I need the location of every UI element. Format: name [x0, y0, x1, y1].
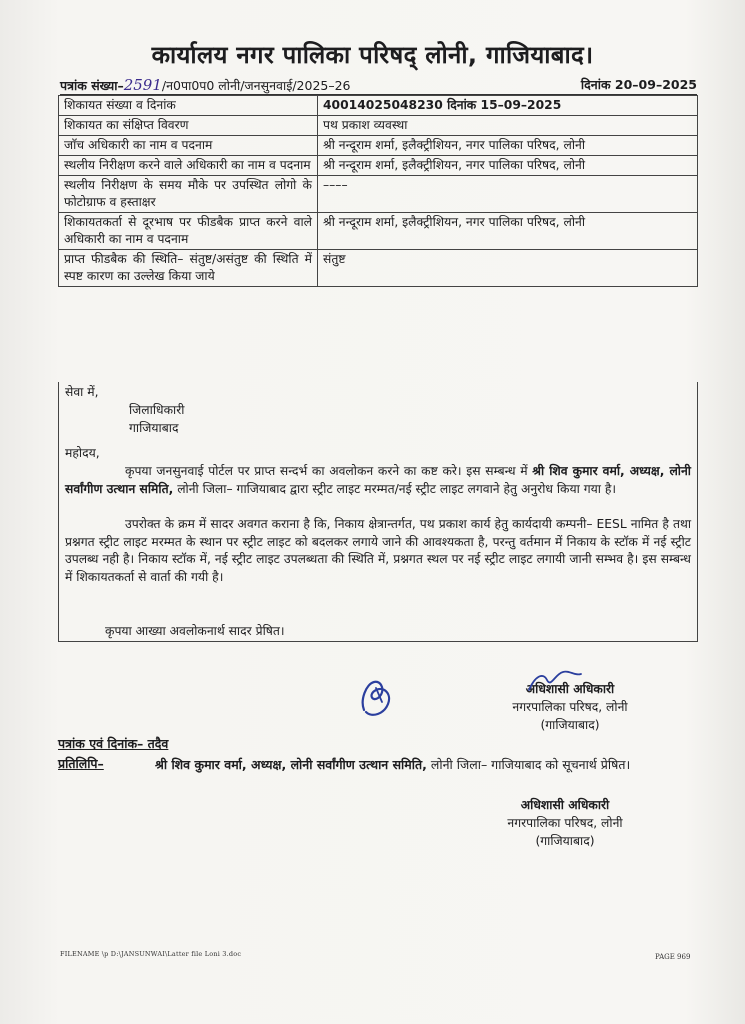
office-heading: कार्यालय नगर पालिका परिषद् लोनी, गाजियाबाद।	[151, 41, 594, 69]
copy-rest: लोनी जिला– गाजियाबाद को सूचनार्थ प्रेषित।	[430, 757, 631, 772]
table-row	[59, 156, 698, 176]
table-row	[59, 176, 698, 213]
paragraph-3: कृपया आख्या अवलोकनार्थ सादर प्रेषित।	[105, 624, 285, 638]
row-label: शिकायतकर्ता से दूरभाष पर फीडबैक प्राप्त करने वाले अधिकारी का नाम व पदनाम	[59, 213, 318, 250]
paragraph-1-pre: कृपया जनसुनवाई पोर्टल पर प्राप्त सन्दर्भ का अवलोकन करने का कष्ट करे। इस सम्बन्ध में	[125, 464, 528, 478]
handwritten-number: 2591	[123, 76, 162, 94]
reference-line	[60, 76, 697, 95]
row-label: प्राप्त फीडबैक की स्थिति– संतुष्ट/असंतुष्ट की स्थिति में स्पष्ट कारण का उल्लेख किया जाये	[59, 250, 318, 287]
reference-number	[60, 76, 351, 94]
signature-block-1	[505, 680, 635, 734]
table-row	[59, 116, 698, 136]
salutation: सेवा में,	[65, 385, 99, 399]
table-row	[59, 213, 698, 250]
signature-title: अधिशासी अधिकारी	[520, 798, 610, 812]
signature-title: अधिशासी अधिकारी	[525, 682, 615, 696]
row-value: श्री नन्दूराम शर्मा, इलैक्ट्रीशियन, नगर पालिका परिषद, लोनी	[318, 136, 698, 156]
row-value: पथ प्रकाश व्यवस्था	[318, 116, 698, 136]
signature-office: नगरपालिका परिषद, लोनी	[512, 700, 628, 714]
page-number: PAGE 969	[655, 953, 691, 961]
signature-ink	[525, 666, 585, 696]
signature-scribble	[352, 672, 402, 722]
row-value: ––––	[318, 176, 698, 213]
row-label: स्थलीय निरीक्षण करने वाले अधिकारी का नाम व पदनाम	[59, 156, 318, 176]
recipient-line-2: गाजियाबाद	[129, 421, 179, 435]
copy-reference: पत्रांक एवं दिनांक– तदैव	[58, 736, 169, 751]
complainant-name: श्री शिव कुमार वर्मा, अध्यक्ष, लोनी सर्वांगीण उत्थान समिति,	[65, 464, 691, 496]
row-value: श्री नन्दूराम शर्मा, इलैक्ट्रीशियन, नगर पालिका परिषद, लोनी	[318, 156, 698, 176]
letter-body	[58, 382, 698, 642]
table-row	[59, 136, 698, 156]
row-label: स्थलीय निरीक्षण के समय मौके पर उपस्थित लोगो के फोटोग्राफ व हस्ताक्षर	[59, 176, 318, 213]
reference-suffix: /न0पा0प0 लोनी/जनसुनवाई/2025–26	[161, 78, 351, 93]
row-value: 40014025048230 दिनांक 15–09–2025	[318, 96, 698, 116]
reference-label: पत्रांक संख्या–	[60, 78, 124, 93]
row-value: संतुष्ट	[318, 250, 698, 287]
recipient-line-1: जिलाधिकारी	[129, 403, 185, 417]
row-value: श्री नन्दूराम शर्मा, इलैक्ट्रीशियन, नगर पालिका परिषद, लोनी	[318, 213, 698, 250]
signature-district: (गाजियाबाद)	[540, 718, 600, 732]
complaint-table	[58, 95, 698, 287]
table-row	[59, 96, 698, 116]
table-row	[59, 250, 698, 287]
signature-office: नगरपालिका परिषद, लोनी	[507, 816, 623, 830]
greeting: महोदय,	[65, 446, 100, 460]
row-label: जाॅच अधिकारी का नाम व पदनाम	[59, 136, 318, 156]
copy-text	[155, 755, 700, 774]
paragraph-2: उपरोक्त के क्रम में सादर अवगत कराना है कि, निकाय क्षेत्रान्तर्गत, पथ प्रकाश कार्य हेतु कार्यदायी कम्पनी– EESL नामित है तथा प्रश्नगत स्ट्रीट लाइट मरम्मत के स्थान पर स्ट्रीट लाइट को बदलकर लगाये जाने की आवश्यकता है, परन्तु वर्तमान में निकाय के स्टॉक में नई स्ट्रीट उपलब्ध नही है। निकाय स्टॉक में, नई स्ट्रीट लाइट उपलब्धता की स्थिति में, प्रश्नगत स्थल पर नई स्ट्रीट लाइट लगायी जानी सम्भव है। इस सम्बन्ध में शिकायतकर्ता से वार्ता की गयी है।	[65, 517, 691, 584]
copy-label: प्रतिलिपि–	[58, 756, 104, 771]
file-name: FILENAME \p D:\JANSUNWAI\Latter file Loni 3.doc	[60, 950, 242, 958]
row-label: शिकायत का संक्षिप्त विवरण	[59, 116, 318, 136]
signature-block-2	[495, 796, 635, 850]
signature-district: (गाजियाबाद)	[535, 834, 595, 848]
copy-recipient: श्री शिव कुमार वर्मा, अध्यक्ष, लोनी सर्वांगीण उत्थान समिति,	[155, 757, 427, 772]
paragraph-1	[65, 463, 691, 498]
row-label: शिकायत संख्या व दिनांक	[59, 96, 318, 116]
letter-date: दिनांक 20–09–2025	[580, 77, 697, 92]
paragraph-1-post: लोनी जिला– गाजियाबाद द्वारा स्ट्रीट लाइट मरम्मत/नई स्ट्रीट लाइट लगवाने हेतु अनुरोध किया गया है।	[177, 481, 617, 496]
